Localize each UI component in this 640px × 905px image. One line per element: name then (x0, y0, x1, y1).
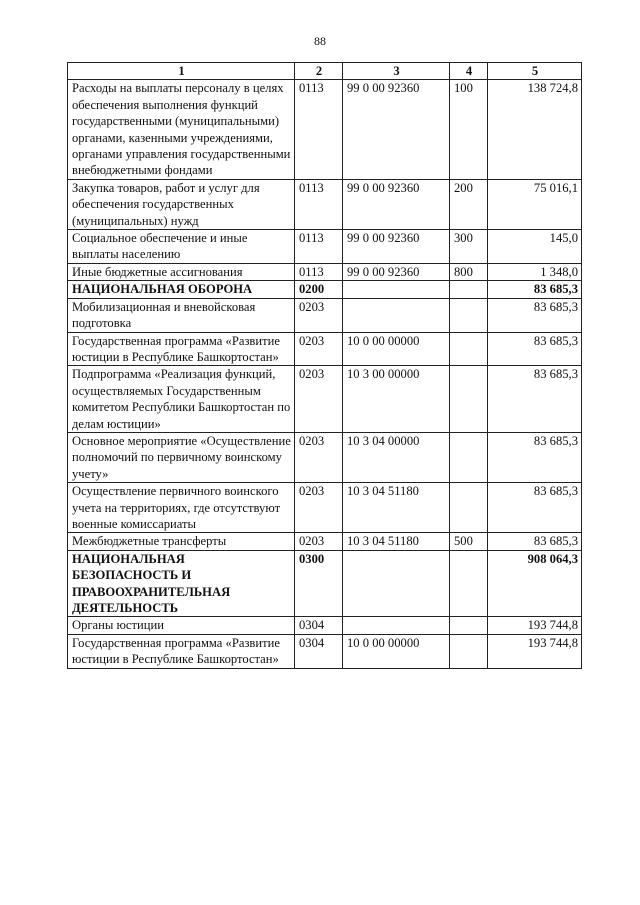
cell-target-code: 10 0 00 00000 (343, 634, 450, 668)
header-col-1: 1 (68, 63, 295, 80)
table-row (68, 432, 582, 482)
cell-section-code: 0203 (295, 483, 343, 533)
cell-section-code: 0113 (295, 179, 343, 229)
cell-amount: 83 685,3 (488, 432, 582, 482)
cell-amount: 83 685,3 (488, 533, 582, 550)
table-row (68, 263, 582, 280)
cell-item-name: Иные бюджетные ассигнования (68, 263, 295, 280)
cell-expense-type (450, 634, 488, 668)
header-row (68, 63, 582, 80)
cell-section-code: 0203 (295, 298, 343, 332)
cell-target-code (343, 281, 450, 298)
cell-expense-type (450, 281, 488, 298)
cell-amount: 193 744,8 (488, 634, 582, 668)
table-row (68, 617, 582, 634)
cell-target-code: 99 0 00 92360 (343, 263, 450, 280)
cell-item-name: Мобилизационная и вневойсковая подготовка (68, 298, 295, 332)
table-row (68, 366, 582, 433)
cell-expense-type: 800 (450, 263, 488, 280)
cell-expense-type (450, 366, 488, 433)
cell-item-name: НАЦИОНАЛЬНАЯ ОБОРОНА (68, 281, 295, 298)
cell-item-name: Расходы на выплаты персоналу в целях обеспечения выполнения функций государственными (муниципальными) органами, казенными учреждениями, органами управления государственными внебюджетными фондами (68, 80, 295, 179)
table-row (68, 179, 582, 229)
budget-table (67, 62, 582, 669)
header-col-2: 2 (295, 63, 343, 80)
table-row (68, 281, 582, 298)
cell-item-name: Органы юстиции (68, 617, 295, 634)
table-row (68, 80, 582, 179)
cell-expense-type (450, 432, 488, 482)
cell-target-code: 99 0 00 92360 (343, 230, 450, 264)
cell-section-code: 0304 (295, 634, 343, 668)
cell-expense-type: 300 (450, 230, 488, 264)
cell-expense-type (450, 298, 488, 332)
table-header (68, 63, 582, 80)
cell-item-name: НАЦИОНАЛЬНАЯ БЕЗОПАСНОСТЬ И ПРАВООХРАНИТЕЛЬНАЯ ДЕЯТЕЛЬНОСТЬ (68, 550, 295, 617)
cell-amount: 1 348,0 (488, 263, 582, 280)
cell-target-code: 10 3 04 51180 (343, 483, 450, 533)
cell-expense-type (450, 483, 488, 533)
page-number: 88 (314, 34, 326, 48)
cell-amount: 145,0 (488, 230, 582, 264)
cell-item-name: Закупка товаров, работ и услуг для обеспечения государственных (муниципальных) нужд (68, 179, 295, 229)
cell-target-code (343, 298, 450, 332)
cell-amount: 193 744,8 (488, 617, 582, 634)
cell-section-code: 0203 (295, 432, 343, 482)
table-row (68, 332, 582, 366)
cell-item-name: Государственная программа «Развитие юстиции в Республике Башкортостан» (68, 332, 295, 366)
cell-item-name: Осуществление первичного воинского учета на территориях, где отсутствуют военные комиссариаты (68, 483, 295, 533)
cell-section-code: 0200 (295, 281, 343, 298)
cell-amount: 83 685,3 (488, 332, 582, 366)
cell-section-code: 0113 (295, 263, 343, 280)
header-col-3: 3 (343, 63, 450, 80)
cell-item-name: Государственная программа «Развитие юстиции в Республике Башкортостан» (68, 634, 295, 668)
cell-amount: 138 724,8 (488, 80, 582, 179)
cell-target-code: 99 0 00 92360 (343, 80, 450, 179)
cell-item-name: Основное мероприятие «Осуществление полномочий по первичному воинскому учету» (68, 432, 295, 482)
cell-target-code (343, 617, 450, 634)
cell-section-code: 0203 (295, 366, 343, 433)
header-col-4: 4 (450, 63, 488, 80)
cell-item-name: Межбюджетные трансферты (68, 533, 295, 550)
table-row (68, 298, 582, 332)
cell-expense-type (450, 332, 488, 366)
table-body (68, 80, 582, 668)
cell-expense-type (450, 550, 488, 617)
cell-section-code: 0203 (295, 332, 343, 366)
cell-amount: 83 685,3 (488, 281, 582, 298)
cell-amount: 83 685,3 (488, 483, 582, 533)
cell-target-code: 10 3 04 51180 (343, 533, 450, 550)
cell-section-code: 0113 (295, 230, 343, 264)
cell-target-code: 99 0 00 92360 (343, 179, 450, 229)
header-col-5: 5 (488, 63, 582, 80)
table-row (68, 230, 582, 264)
cell-target-code: 10 3 00 00000 (343, 366, 450, 433)
cell-target-code (343, 550, 450, 617)
cell-section-code: 0304 (295, 617, 343, 634)
cell-expense-type (450, 617, 488, 634)
cell-item-name: Подпрограмма «Реализация функций, осуществляемых Государственным комитетом Республики Башкортостан по делам юстиции» (68, 366, 295, 433)
cell-amount: 83 685,3 (488, 366, 582, 433)
cell-section-code: 0203 (295, 533, 343, 550)
table-row (68, 550, 582, 617)
table-row (68, 483, 582, 533)
cell-section-code: 0300 (295, 550, 343, 617)
cell-item-name: Социальное обеспечение и иные выплаты населению (68, 230, 295, 264)
cell-expense-type: 500 (450, 533, 488, 550)
table-row (68, 533, 582, 550)
cell-expense-type: 200 (450, 179, 488, 229)
table-row (68, 634, 582, 668)
cell-expense-type: 100 (450, 80, 488, 179)
cell-amount: 908 064,3 (488, 550, 582, 617)
cell-section-code: 0113 (295, 80, 343, 179)
cell-target-code: 10 3 04 00000 (343, 432, 450, 482)
cell-amount: 75 016,1 (488, 179, 582, 229)
cell-amount: 83 685,3 (488, 298, 582, 332)
cell-target-code: 10 0 00 00000 (343, 332, 450, 366)
